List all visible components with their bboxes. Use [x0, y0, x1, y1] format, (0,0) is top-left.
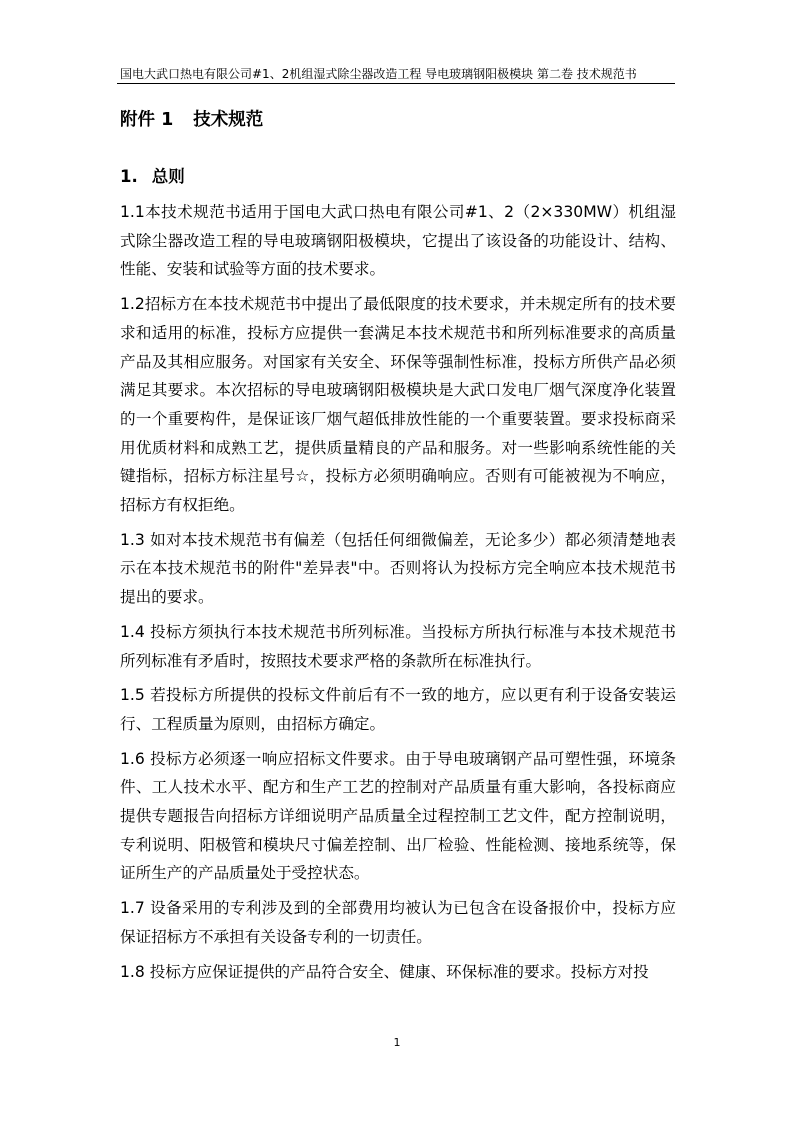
header-divider — [117, 83, 675, 84]
paragraph-1-3: 1.3 如对本技术规范书有偏差（包括任何细微偏差，无论多少）都必须清楚地表示在本技术规范书的附件"差异表"中。否则将认为投标方完全响应本技术规范书提出的要求。 — [120, 530, 676, 607]
appendix-title — [120, 108, 263, 132]
section-title: 总则 — [151, 167, 185, 186]
section-heading — [120, 165, 185, 189]
page-number: 1 — [393, 1036, 401, 1049]
paragraph-1-5: 1.5 若投标方所提供的投标文件前后有不一致的地方，应以更有利于设备安装运行、工程质量为原则，由招标方确定。 — [120, 686, 676, 733]
paragraph-1-4: 1.4 投标方须执行本技术规范书所列标准。当投标方所执行标准与本技术规范书所列标准有矛盾时，按照技术要求严格的条款所在标准执行。 — [120, 622, 676, 670]
paragraph-1-6: 1.6 投标方必须逐一响应招标文件要求。由于导电玻璃钢产品可塑性强，环境条件、工人技术水平、配方和生产工艺的控制对产品质量有重大影响，各投标商应提供专题报告向招标方详细说明产品质量全过程控制工艺文件，配方控制说明，专利说明、阳极管和模块尺寸偏差控制、出厂检验、性能检测、接地系统等，保证所生产的产品质量处于受控状态。 — [120, 749, 676, 883]
paragraph-1-1: 1.1本技术规范书适用于国电大武口热电有限公司#1、2（2×330MW）机组湿式除尘器改造工程的导电玻璃钢阳极模块，它提出了该设备的功能设计、结构、性能、安装和试验等方面的技术要求。 — [120, 203, 676, 279]
body-content — [120, 198, 676, 986]
paragraph-1-7: 1.7 设备采用的专利涉及到的全部费用均被认为已包含在设备报价中，投标方应保证招标方不承担有关设备专利的一切责任。 — [120, 899, 676, 946]
running-header: 国电大武口热电有限公司#1、2机组湿式除尘器改造工程 导电玻璃钢阳极模块 第二卷 技术规范书 — [120, 67, 637, 81]
appendix-label: 附件 1 — [120, 110, 174, 130]
section-number: 1. — [120, 167, 138, 186]
appendix-title-text: 技术规范 — [193, 110, 264, 130]
paragraph-1-8: 1.8 投标方应保证提供的产品符合安全、健康、环保标准的要求。投标方对投 — [120, 962, 649, 981]
paragraph-1-2: 1.2招标方在本技术规范书中提出了最低限度的技术要求，并未规定所有的技术要求和适用的标准，投标方应提供一套满足本技术规范书和所列标准要求的高质量产品及其相应服务。对国家有关安全、环保等强制性标准，投标方所供产品必须满足其要求。本次招标的导电玻璃钢阳极模块是大武口发电厂烟气深度净化装置的一个重要构件，是保证该厂烟气超低排放性能的一个重要装置。要求投标商采用优质材料和成熟工艺，提供质量精良的产品和服务。对一些影响系统性能的关键指标，招标方标注星号☆，投标方必须明确响应。否则有可能被视为不响应，招标方有权拒绝。 — [120, 295, 676, 515]
